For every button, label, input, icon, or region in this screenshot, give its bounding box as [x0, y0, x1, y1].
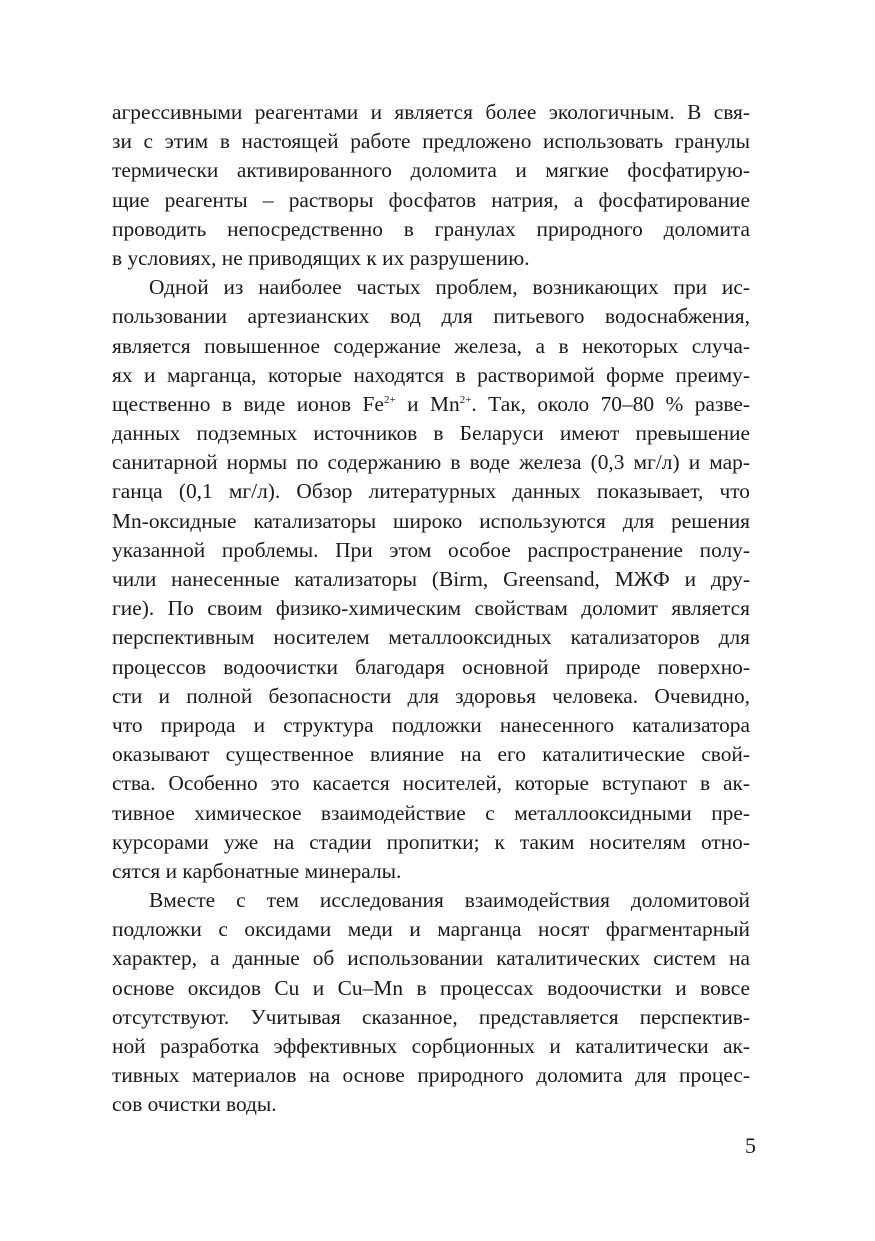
text-line: щие реагенты – растворы фосфатов натрия, а фосфатирование: [112, 187, 750, 212]
text-line: чили нанесенные катализаторы (Birm, Greensand, МЖФ и дру-: [112, 567, 750, 591]
text-line: агрессивными реагентами и является более экологичным. В свя-: [112, 100, 750, 124]
text-line: ства. Особенно это касается носителей, которые вступают в ак-: [112, 771, 750, 796]
text-line: зи с этим в настоящей работе предложено использовать гранулы: [112, 129, 750, 154]
text-line: ной разработка эффективных сорбционных и каталитически ак-: [112, 1034, 750, 1058]
text-line: [112, 390, 750, 419]
text-line: пользовании артезианских вод для питьевого водоснабжения,: [112, 304, 750, 329]
text-line: перспективным носителем металлооксидных катализаторов для: [112, 625, 750, 650]
text-line: является повышенное содержание железа, а в некоторых случа-: [112, 333, 750, 358]
text-line: подложки с оксидами меди и марганца носят фрагментарный: [112, 917, 750, 942]
text-segment: . Так, около 70–80 % разве-: [471, 391, 750, 416]
text-line: данных подземных источников в Беларуси имеют превышение: [112, 421, 750, 446]
text-line: Вместе с тем исследования взаимодействия доломитовой: [149, 888, 750, 913]
ion-charge-superscript: 2+: [383, 393, 396, 406]
text-segment: и Mn: [395, 391, 460, 416]
text-line: указанной проблемы. При этом особое распространение полу-: [112, 537, 750, 562]
page-number: 5: [745, 1133, 756, 1158]
text-line: Mn-оксидные катализаторы широко используются для решения: [112, 508, 750, 533]
paragraph-2: [112, 273, 750, 886]
text-line: проводить непосредственно в гранулах природного доломита: [112, 216, 750, 241]
text-line: сов очистки воды.: [112, 1092, 277, 1117]
text-line: ганца (0,1 мг/л). Обзор литературных данных показывает, что: [112, 479, 750, 504]
text-line: процессов водоочистки благодаря основной природе поверхно-: [112, 654, 750, 679]
paragraph-1: [112, 98, 750, 273]
text-line: сятся и карбонатные минералы.: [112, 858, 402, 883]
text-line: тивное химическое взаимодействие с металлооксидными пре-: [112, 800, 750, 825]
text-line: тивных материалов на основе природного доломита для процес-: [112, 1063, 750, 1088]
body-text: [112, 98, 750, 1120]
paragraph-3: [112, 886, 750, 1120]
text-line: сти и полной безопасности для здоровья человека. Очевидно,: [112, 683, 750, 708]
text-line: что природа и структура подложки нанесенного катализатора: [112, 712, 750, 737]
text-line: отсутствуют. Учитывая сказанное, представляется перспектив-: [112, 1004, 750, 1029]
text-line: санитарной нормы по содержанию в воде железа (0,3 мг/л) и мар-: [112, 450, 750, 475]
text-segment: щественно в виде ионов Fe: [112, 391, 384, 416]
text-line: термически активированного доломита и мягкие фосфатирую-: [112, 158, 750, 183]
text-line: ях и марганца, которые находятся в растворимой форме преиму-: [112, 362, 750, 387]
text-line: оказывают существенное влияние на его каталитические свой-: [112, 742, 750, 767]
text-line: Одной из наиболее частых проблем, возникающих при ис-: [149, 275, 750, 300]
text-line: курсорами уже на стадии пропитки; к таким носителям отно-: [112, 829, 750, 854]
ion-charge-superscript: 2+: [459, 393, 472, 406]
text-line: в условиях, не приводящих к их разрушению.: [112, 245, 530, 270]
text-line: основе оксидов Cu и Cu–Mn в процессах водоочистки и вовсе: [112, 975, 750, 1000]
text-line: гие). По своим физико-химическим свойствам доломит является: [112, 596, 750, 621]
text-line: характер, а данные об использовании каталитических систем на: [112, 946, 750, 971]
